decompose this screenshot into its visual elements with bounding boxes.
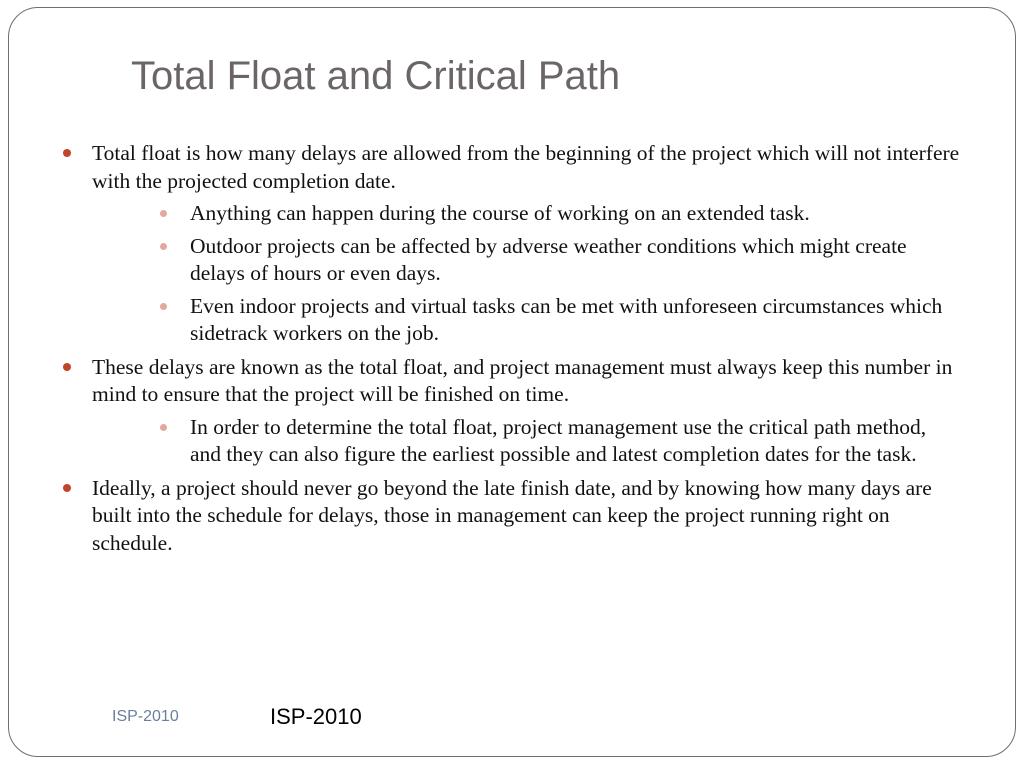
bullet-dot-icon [63, 484, 71, 492]
footer-left-label: ISP-2010 [112, 708, 179, 725]
sub-bullet-text: Even indoor projects and virtual tasks can be met with unforeseen circumstances which sidetrack workers on the job. [190, 293, 943, 345]
bullet-item [62, 475, 962, 558]
bullet-text: These delays are known as the total float, and project management must always keep this number in mind to ensure that the project will be finished on time. [92, 354, 953, 406]
sub-bullet-dot-icon [160, 210, 167, 217]
slide-title: Total Float and Critical Path [131, 54, 621, 98]
sub-bullet-item [160, 200, 962, 228]
sub-bullet-item [160, 233, 962, 288]
sub-bullet-item [160, 414, 962, 469]
slide-body [62, 140, 962, 557]
sub-bullet-text: In order to determine the total float, project management use the critical path method, and they can also figure the earliest possible and latest completion dates for the task. [190, 414, 927, 466]
bullet-text: Ideally, a project should never go beyond the late finish date, and by knowing how many days are built into the schedule for delays, those in management can keep the project running right on schedule. [92, 475, 932, 555]
sub-bullet-dot-icon [160, 243, 167, 250]
bullet-item [62, 354, 962, 409]
sub-bullet-text: Anything can happen during the course of working on an extended task. [190, 201, 810, 225]
sub-bullet-dot-icon [160, 424, 167, 431]
bullet-text: Total float is how many delays are allowed from the beginning of the project which will not interfere with the projected completion date. [92, 141, 960, 193]
bullet-dot-icon [63, 149, 71, 157]
sub-bullet-text: Outdoor projects can be affected by adverse weather conditions which might create delays of hours or even days. [190, 233, 907, 285]
bullet-dot-icon [63, 363, 71, 371]
bullet-item [62, 140, 962, 195]
sub-bullet-dot-icon [160, 303, 167, 310]
sub-bullet-item [160, 293, 962, 348]
footer-center-label: ISP-2010 [270, 704, 362, 729]
